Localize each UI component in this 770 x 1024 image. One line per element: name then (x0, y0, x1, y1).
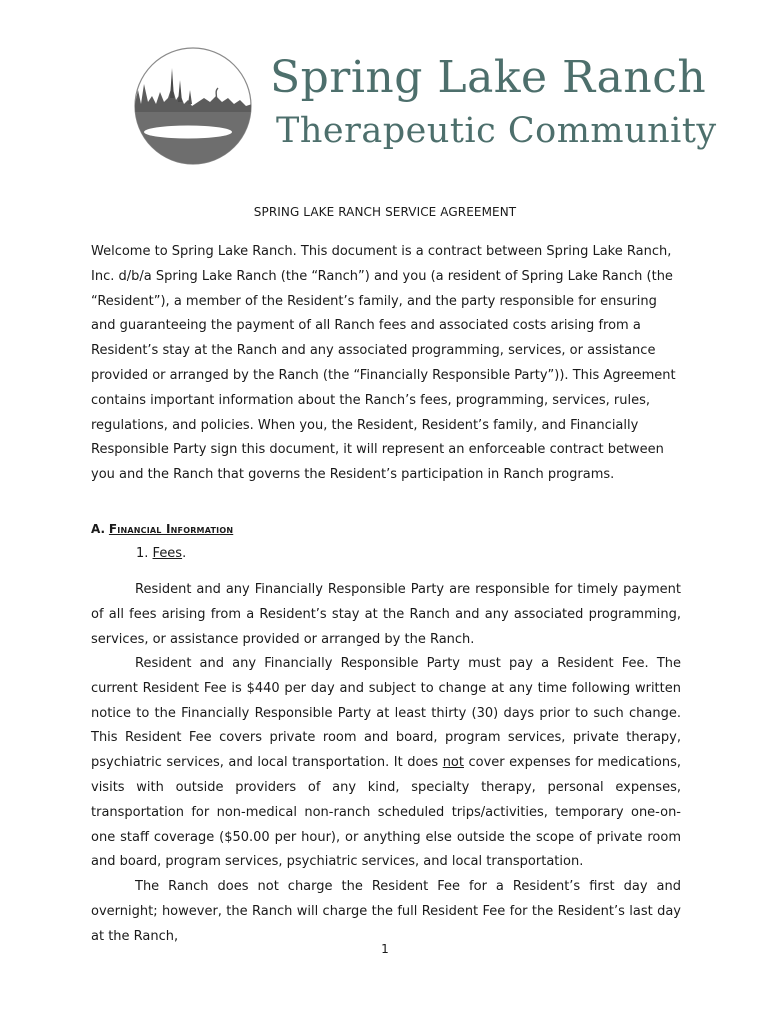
item-period: . (182, 546, 187, 561)
paragraph-first-day: The Ranch does not charge the Resident Fee for a Resident’s first day and overnight; however, the Ranch will charge the full Resident Fee for the Resident’s last day at the Ranch, (91, 879, 681, 944)
page-number: 1 (381, 942, 389, 956)
section-title: Financial Information (108, 522, 234, 536)
item-title: Fees (152, 546, 183, 561)
fees-item (136, 546, 186, 561)
fee-text-emphasis: not (442, 755, 464, 771)
brand-name: Spring Lake Ranch (270, 52, 707, 103)
ranch-logo-icon (134, 46, 252, 166)
fee-text-after: cover expenses for medications, visits with outside providers of any kind, specialty therapy, personal expenses, transportation for non-medical non-ranch scheduled trips/activities, temporary one-on-one staff coverage ($50.00 per hour), or anything else outside the scope of private room and board, program services, psychiatric services, and local transportation. (91, 755, 681, 870)
paragraph-resident-fee (91, 652, 681, 875)
paragraph-responsibility: Resident and any Financially Responsible Party are responsible for timely payment of all fees arising from a Resident’s stay at the Ranch and any associated programming, services, or assistance provided or arranged by the Ranch. (91, 582, 681, 647)
section-letter: A. (91, 522, 106, 536)
fee-text-before: Resident and any Financially Responsible Party must pay a Resident Fee. The current Resident Fee is $440 per day and subject to change at any time following written notice to the Financially Responsible Party at least thirty (30) days prior to such change. This Resident Fee covers private room and board, program services, private therapy, psychiatric services, and local transportation. It does (91, 656, 681, 771)
document-title: SPRING LAKE RANCH SERVICE AGREEMENT (253, 205, 517, 219)
brand-subtitle: Therapeutic Community (276, 111, 717, 151)
item-number: 1. (136, 546, 149, 561)
section-heading (91, 522, 233, 536)
intro-paragraph: Welcome to Spring Lake Ranch. This document is a contract between Spring Lake Ranch, Inc. d/b/a Spring Lake Ranch (the “Ranch”) and you (a resident of Spring Lake Ranch (the “Resident”), a member of the Resident’s family, and the party responsible for ensuring and guaranteeing the payment of all Ranch fees and associated costs arising from a Resident’s stay at the Ranch and any associated programming, services, or assistance provided or arranged by the Ranch (the “Financially Responsible Party”)). This Agreement contains important information about the Ranch’s fees, programming, services, rules, regulations, and policies. When you, the Resident, Resident’s family, and Financially Responsible Party sign this document, it will represent an enforceable contract between you and the Ranch that governs the Resident’s participation in Ranch programs. (91, 244, 676, 483)
